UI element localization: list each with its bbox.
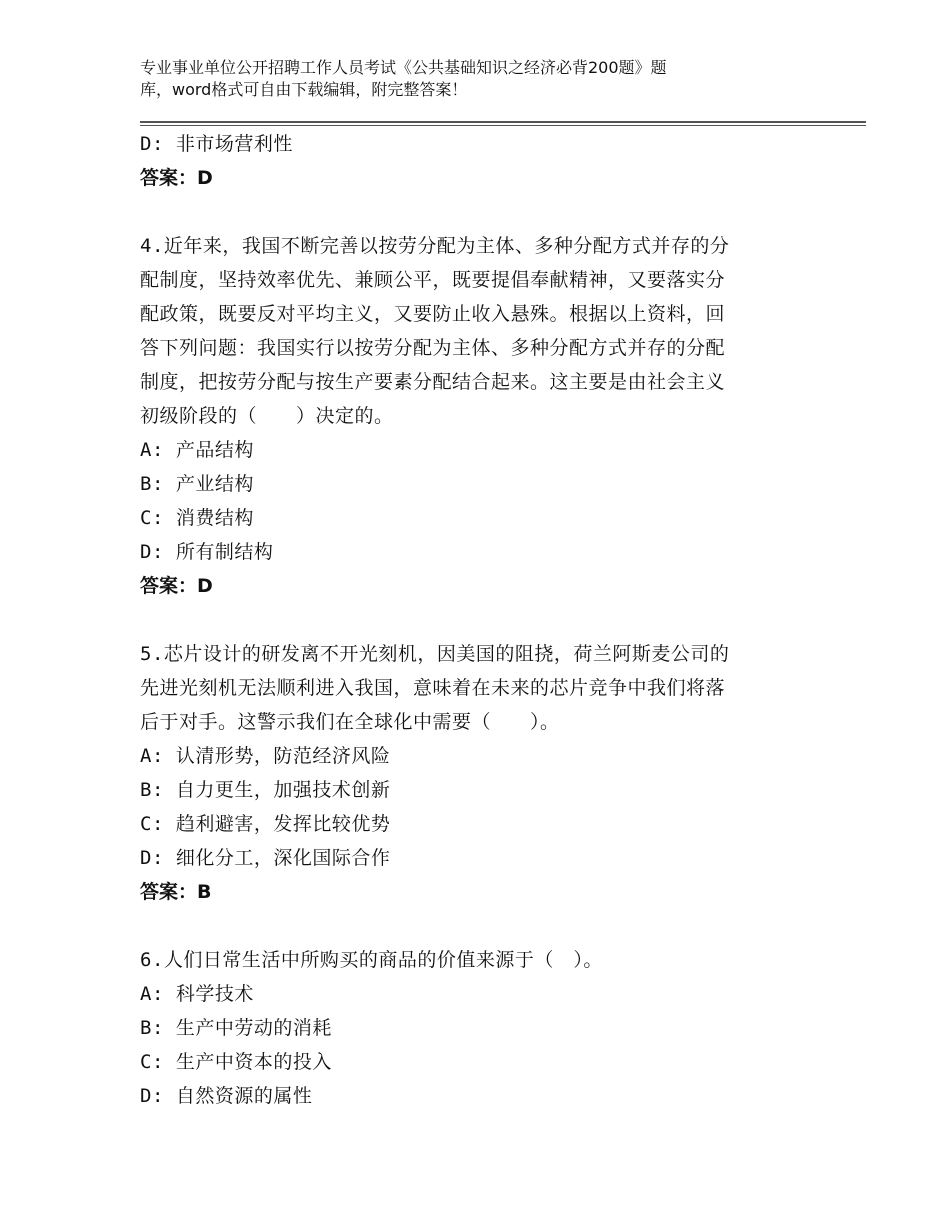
answer: 答案：B — [140, 881, 212, 903]
question-stem-line: 配政策，既要反对平均主义，又要防止收入悬殊。根据以上资料，回 — [140, 303, 726, 325]
option-d: D: 自然资源的属性 — [140, 1085, 313, 1107]
header-line-2: 库，word格式可自由下载编辑，附完整答案！ — [140, 80, 468, 99]
option-d: D: 非市场营利性 — [140, 133, 293, 155]
question-stem-line: 初级阶段的（ ）决定的。 — [140, 405, 394, 427]
option-d: D: 细化分工，深化国际合作 — [140, 847, 391, 869]
answer: 答案：D — [140, 575, 213, 597]
question-stem-line: 先进光刻机无法顺利进入我国，意味着在未来的芯片竞争中我们将落 — [140, 677, 726, 699]
option-c: C: 生产中资本的投入 — [140, 1051, 332, 1073]
option-d: D: 所有制结构 — [140, 541, 274, 563]
option-c: C: 趋利避害，发挥比较优势 — [140, 813, 391, 835]
question-stem-line: 答下列问题：我国实行以按劳分配为主体、多种分配方式并存的分配 — [140, 337, 726, 359]
option-c: C: 消费结构 — [140, 507, 254, 529]
header-rule — [140, 121, 866, 126]
option-b: B: 生产中劳动的消耗 — [140, 1017, 332, 1039]
question-stem-line: 配制度，坚持效率优先、兼顾公平，既要提倡奉献精神，又要落实分 — [140, 269, 726, 291]
option-b: B: 自力更生，加强技术创新 — [140, 779, 391, 801]
question-stem-line: 6.人们日常生活中所购买的商品的价值来源于（ ）。 — [140, 949, 603, 971]
option-a: A: 认清形势，防范经济风险 — [140, 745, 391, 767]
question-6 — [140, 943, 800, 1113]
question-stem-line: 4.近年来，我国不断完善以按劳分配为主体、多种分配方式并存的分 — [140, 235, 730, 257]
document-body — [140, 127, 800, 1113]
option-a: A: 产品结构 — [140, 439, 254, 461]
option-b: B: 产业结构 — [140, 473, 254, 495]
page-header — [140, 57, 800, 101]
option-a: A: 科学技术 — [140, 983, 254, 1005]
question-stem-line: 后于对手。这警示我们在全球化中需要（ ）。 — [140, 711, 560, 733]
question-5 — [140, 637, 800, 909]
question-stem-line: 5.芯片设计的研发离不开光刻机，因美国的阻挠，荷兰阿斯麦公司的 — [140, 643, 730, 665]
question-3-tail — [140, 127, 800, 195]
answer: 答案：D — [140, 167, 213, 189]
question-stem-line: 制度，把按劳分配与按生产要素分配结合起来。这主要是由社会主义 — [140, 371, 726, 393]
header-line-1: 专业事业单位公开招聘工作人员考试《公共基础知识之经济必背200题》题 — [140, 58, 667, 77]
question-4 — [140, 229, 800, 603]
